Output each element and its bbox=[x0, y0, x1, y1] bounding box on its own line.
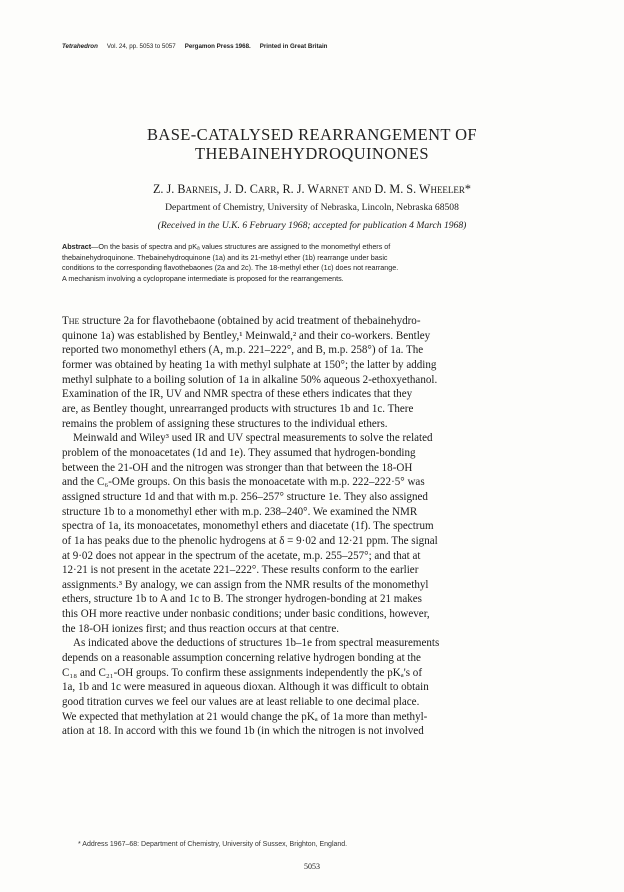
received-date: (Received in the U.K. 6 February 1968; bbox=[157, 220, 313, 231]
received-dates bbox=[0, 220, 624, 231]
body-line: of 1a has peaks due to the phenolic hydrogens at δ = 9·02 and 12·21 ppm. The signal bbox=[62, 534, 438, 547]
body-line: this OH more reactive under nonbasic conditions; under basic conditions, however, bbox=[62, 608, 430, 621]
body-line: reported two monomethyl ethers (A, m.p. 221–222°, and B, m.p. 258°) of 1a. The bbox=[62, 344, 424, 357]
article-title bbox=[0, 125, 624, 163]
abstract-line: thebainehydroquinone. Thebainehydroquinone (1a) and its 21-methyl ether (1b) rearrange under basic bbox=[62, 252, 388, 262]
body-line: depends on a reasonable assumption concerning relative hydrogen bonding at the bbox=[62, 652, 421, 665]
author-list: Z. J. Barneis, J. D. Carr, R. J. Warnet and D. M. S. Wheeler* bbox=[152, 182, 472, 196]
body-line: are, as Bentley thought, unrearranged products with structures 1b and 1c. There bbox=[62, 402, 414, 415]
body-text bbox=[62, 314, 564, 739]
abstract bbox=[62, 242, 564, 284]
body-line: former was obtained by heating 1a with methyl sulphate at 150°; the latter by adding bbox=[62, 358, 437, 371]
page-number: 5053 bbox=[304, 862, 320, 871]
body-line: problem of the monoacetates (1d and 1e). They assumed that hydrogen-bonding bbox=[62, 446, 416, 459]
body-line: spectra of 1a, its monoacetates, monomethyl ethers and diacetate (1f). The spectrum bbox=[62, 520, 434, 533]
body-line: ethers, structure 1b to A and 1c to B. The stronger hydrogen-bonding at 21 makes bbox=[62, 593, 422, 606]
running-head bbox=[62, 43, 327, 50]
body-line: at 9·02 does not appear in the spectrum of the acetate, m.p. 255–257°; and that at bbox=[62, 549, 421, 562]
body-line: assignments.³ By analogy, we can assign from the NMR results of the monomethyl bbox=[62, 578, 429, 591]
body-line: structure 2a for flavothebaone (obtained by acid treatment of thebainehydro- bbox=[79, 315, 421, 327]
body-line: the 18-OH ionizes first; and thus reaction occurs at that centre. bbox=[62, 622, 339, 635]
affiliation: Department of Chemistry, University of Nebraska, Lincoln, Nebraska 68508 bbox=[165, 202, 459, 213]
body-line: good titration curves we feel our values are at least reliable to one decimal place. bbox=[62, 696, 420, 709]
body-line: Meinwald and Wiley³ used IR and UV spectral measurements to solve the related bbox=[73, 432, 433, 445]
title-line-1: BASE-CATALYSED REARRANGEMENT OF bbox=[147, 125, 477, 144]
printed-info: Printed in Great Britain bbox=[259, 43, 328, 50]
body-line: between the 21-OH and the nitrogen was stronger than that between the 18-OH bbox=[62, 461, 413, 474]
publisher-info: Pergamon Press 1968. bbox=[184, 43, 251, 50]
body-lead-word: The bbox=[62, 315, 80, 327]
accepted-date: accepted for publication 4 March 1968) bbox=[312, 220, 467, 231]
body-line: quinone 1a) was established by Bentley,¹ Meinwald,² and their co-workers. Bentley bbox=[62, 329, 431, 342]
body-line: We expected that methylation at 21 would change the pKₐ of 1a more than methyl- bbox=[62, 710, 428, 723]
body-line: ation at 18. In accord with this we found 1b (in which the nitrogen is not involved bbox=[62, 725, 424, 738]
abstract-line: —On the basis of spectra and pKₐ values structures are assigned to the monomethyl ethers of bbox=[91, 242, 391, 251]
body-line: As indicated above the deductions of structures 1b–1e from spectral measurements bbox=[73, 637, 440, 650]
abstract-label: Abstract bbox=[62, 242, 92, 251]
title-line-2: THEBAINEHYDROQUINONES bbox=[195, 144, 429, 163]
body-line: 1a, 1b and 1c were measured in aqueous dioxan. Although it was difficult to obtain bbox=[62, 681, 429, 694]
body-line: structure 1b to a monomethyl ether with m.p. 238–240°. We examined the NMR bbox=[62, 505, 418, 518]
author-footnote: * Address 1967–68: Department of Chemistry, University of Sussex, Brighton, England. bbox=[78, 841, 348, 848]
body-line: assigned structure 1d and that with m.p. 256–257° structure 1e. They also assigned bbox=[62, 490, 428, 503]
body-line: Examination of the IR, UV and NMR spectra of these ethers indicates that they bbox=[62, 388, 413, 401]
abstract-line: A mechanism involving a cyclopropane intermediate is proposed for the rearrangements. bbox=[62, 273, 344, 283]
body-line: methyl sulphate to a boiling solution of 1a in alkaline 50% aqueous 2-ethoxyethanol. bbox=[62, 373, 438, 386]
volume-info: Vol. 24, pp. 5053 to 5057 bbox=[106, 43, 176, 50]
abstract-line: conditions to the corresponding flavothebaones (2a and 2c). The 18-methyl ether (1c) does not rearrange. bbox=[62, 263, 399, 272]
body-line: C₁₈ and C₂₁-OH groups. To confirm these assignments independently the pKₐ's of bbox=[62, 666, 422, 679]
journal-name: Tetrahedron bbox=[62, 43, 98, 50]
body-line: remains the problem of assigning these structures to the individual ethers. bbox=[62, 417, 388, 430]
body-line: and the C₆-OMe groups. On this basis the monoacetate with m.p. 222–222·5° was bbox=[62, 476, 425, 489]
body-line: 12·21 is not present in the acetate 221–222°. These results conform to the earlier bbox=[62, 564, 419, 577]
